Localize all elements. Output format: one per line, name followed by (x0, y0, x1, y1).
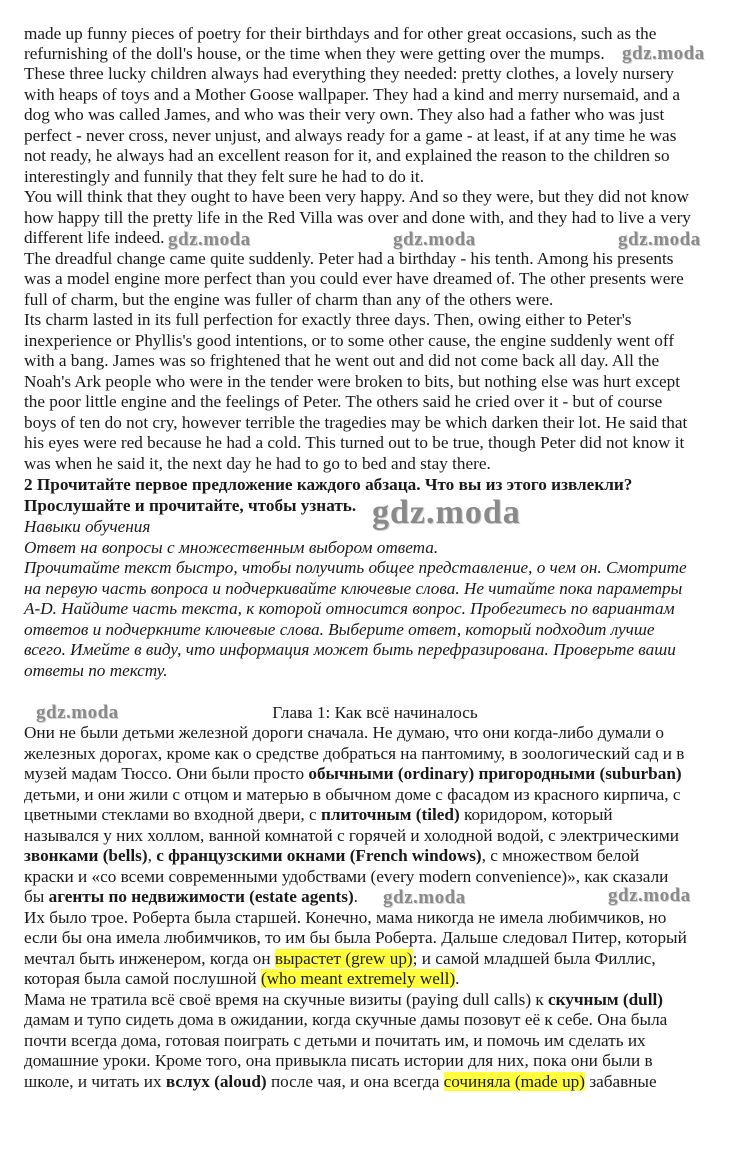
text-line (24, 764, 726, 785)
watermark: gdz.moda (168, 229, 251, 250)
text-line (24, 990, 726, 1011)
bold-term: агенты по недвижимости (estate agents) (48, 887, 354, 906)
skills-line: Ответ на вопросы с множественным выбором ответа. (24, 538, 439, 557)
text-span: , с множеством белой (481, 846, 640, 865)
text-line: different life indeed. (24, 228, 165, 247)
text-line: with heaps of toys and a Mother Goose wallpaper. They had a kind and merry nursemaid, and a (24, 85, 680, 104)
task-heading: 2 Прочитайте первое предложение каждого абзаца. Что вы из этого извлекли? (24, 475, 633, 494)
text-span: . (455, 969, 460, 988)
text-line: his eyes were red because he had a cold. This turned out to be true, though Peter did not know it (24, 433, 685, 452)
watermark: gdz.moda (622, 43, 705, 64)
bold-term: плиточным (tiled) (320, 805, 460, 824)
text-span: которая была самой послушной (24, 969, 261, 988)
bold-term: вслух (aloud) (165, 1072, 267, 1091)
text-line (24, 969, 726, 990)
text-span: ; и самой младшей была Филлис, (412, 949, 656, 968)
skills-line: всего. Имейте в виду, что информация может быть перефразирована. Проверьте ваши (24, 640, 676, 659)
skills-line: на первую часть вопроса и подчеркивайте ключевые слова. Не читайте пока параметры (24, 579, 683, 598)
chapter-title: Глава 1: Как всё начиналось (272, 703, 478, 722)
text-line (24, 846, 726, 867)
text-line: краски и «со всеми современными удобствами (every modern convenience)», как сказали (24, 867, 669, 886)
text-line: почти всегда дома, готовая поиграть с детьми и почитать им, и помочь им сделать их (24, 1031, 646, 1050)
highlighted-term: вырастет (grew up) (274, 949, 413, 968)
text-line: was when he said it, the next day he had to go to bed and stay there. (24, 454, 491, 473)
skills-line: A-D. Найдите часть текста, к которой относится вопрос. Пробегитесь по вариантам (24, 599, 675, 618)
watermark: gdz.moda (383, 887, 466, 908)
bold-term: обычными (ordinary) пригородными (suburban) (308, 764, 682, 783)
text-line: Noah's Ark people who were in the tender were broken to bits, but nothing else was hurt except (24, 372, 681, 391)
text-span: коридором, который (459, 805, 613, 824)
text-line: how happy till the pretty life in the Red Villa was over and done with, and they had to live a very (24, 208, 691, 227)
text-span: музей мадам Тюссо. Они были просто (24, 764, 309, 783)
text-line: The dreadful change came quite suddenly. Peter had a birthday - his tenth. Among his presents (24, 249, 674, 268)
text-line: the poor little engine and the feelings of Peter. The others said he cried over it - but of course (24, 392, 663, 411)
text-line: детьми, и они жили с отцом и матерью в обычном доме с фасадом из красного кирпича, с (24, 785, 681, 804)
bold-term: звонками (bells) (24, 846, 148, 865)
skills-line: Прочитайте текст быстро, чтобы получить общее представление, о чем он. Смотрите (24, 558, 687, 577)
text-line: made up funny pieces of poetry for their birthdays and for other great occasions, such as the (24, 24, 657, 43)
text-line: dog who was called James, and who was their very own. They also had a father who was just (24, 105, 665, 124)
text-line: perfect - never cross, never unjust, and always ready for a game - at least, if at any time he was (24, 126, 677, 145)
text-span: мечтал быть инженером, когда он (24, 949, 275, 968)
text-line: boys of ten do not cry, however terrible the tragedies may be which darken their lot. He said that (24, 413, 688, 432)
watermark: gdz.moda (372, 494, 521, 531)
text-line: назывался у них холлом, ванной комнатой с горячей и холодной водой, с электрическими (24, 826, 679, 845)
watermark: gdz.moda (608, 885, 691, 906)
text-span: после чая, и она всегда (266, 1072, 444, 1091)
text-line (24, 805, 726, 826)
text-span: забавные (585, 1072, 657, 1091)
bold-term: с французскими окнами (French windows) (156, 846, 482, 865)
skills-line: ответы по тексту. (24, 661, 168, 680)
skills-title: Навыки обучения (24, 517, 151, 536)
text-line: interestingly and funnily that they felt sure he had to do it. (24, 167, 424, 186)
text-line: домашние уроки. Кроме того, она привыкла писать истории для них, пока они были в (24, 1051, 653, 1070)
highlighted-term: сочиняла (made up) (443, 1072, 586, 1091)
text-line: Its charm lasted in its full perfection for exactly three days. Then, owing either to Peter's (24, 310, 632, 329)
task-heading: Прослушайте и прочитайте, чтобы узнать. (24, 496, 357, 515)
text-line: refurnishing of the doll's house, or the time when they were getting over the mumps. (24, 44, 605, 63)
text-line: дамам и тупо сидеть дома в ожидании, когда скучные дамы позовут её к себе. Она была (24, 1010, 668, 1029)
text-span: , (147, 846, 157, 865)
text-line: Их было трое. Роберта была старшей. Конечно, мама никогда не имела любимчиков, но (24, 908, 667, 927)
text-line: Они не были детьми железной дороги сначала. Не думаю, что они когда-либо думали о (24, 723, 664, 742)
text-span: цветными стеклами во входной двери, с (24, 805, 321, 824)
text-line: full of charm, but the engine was fuller of charm than any of the others were. (24, 290, 554, 309)
text-line (24, 949, 726, 970)
watermark: gdz.moda (36, 702, 119, 723)
text-line: You will think that they ought to have been very happy. And so they were, but they did not know (24, 187, 689, 206)
text-span: Мама не тратила всё своё время на скучные визиты (paying dull calls) к (24, 990, 548, 1009)
text-span: школе, и читать их (24, 1072, 166, 1091)
text-span: . (353, 887, 358, 906)
text-line: was a model engine more perfect than you could ever have dreamed of. The other presents were (24, 269, 684, 288)
text-line: железных дорогах, кроме как о средстве добраться на пантомиму, в зоологический сад и в (24, 744, 685, 763)
text-line (24, 1072, 726, 1093)
text-span: бы (24, 887, 49, 906)
watermark: gdz.moda (618, 229, 701, 250)
text-line: inexperience or Phyllis's good intentions, or to some other cause, the engine suddenly went off (24, 331, 675, 350)
text-line: not ready, he always had an excellent reason for it, and explained the reason to the children so (24, 146, 670, 165)
watermark: gdz.moda (393, 229, 476, 250)
highlighted-term: (who meant extremely well) (260, 969, 456, 988)
text-line: with a bang. James was so frightened that he went out and did not come back all day. All the (24, 351, 660, 370)
bold-term: скучным (dull) (547, 990, 664, 1009)
text-line: These three lucky children always had everything they needed: pretty clothes, a lovely nursery (24, 64, 675, 83)
skills-line: ответов и подчеркните ключевые слова. Выберите ответ, который подходит лучше (24, 620, 655, 639)
text-line: если бы она имела любимчиков, то им бы была Роберта. Дальше следовал Питер, который (24, 928, 687, 947)
